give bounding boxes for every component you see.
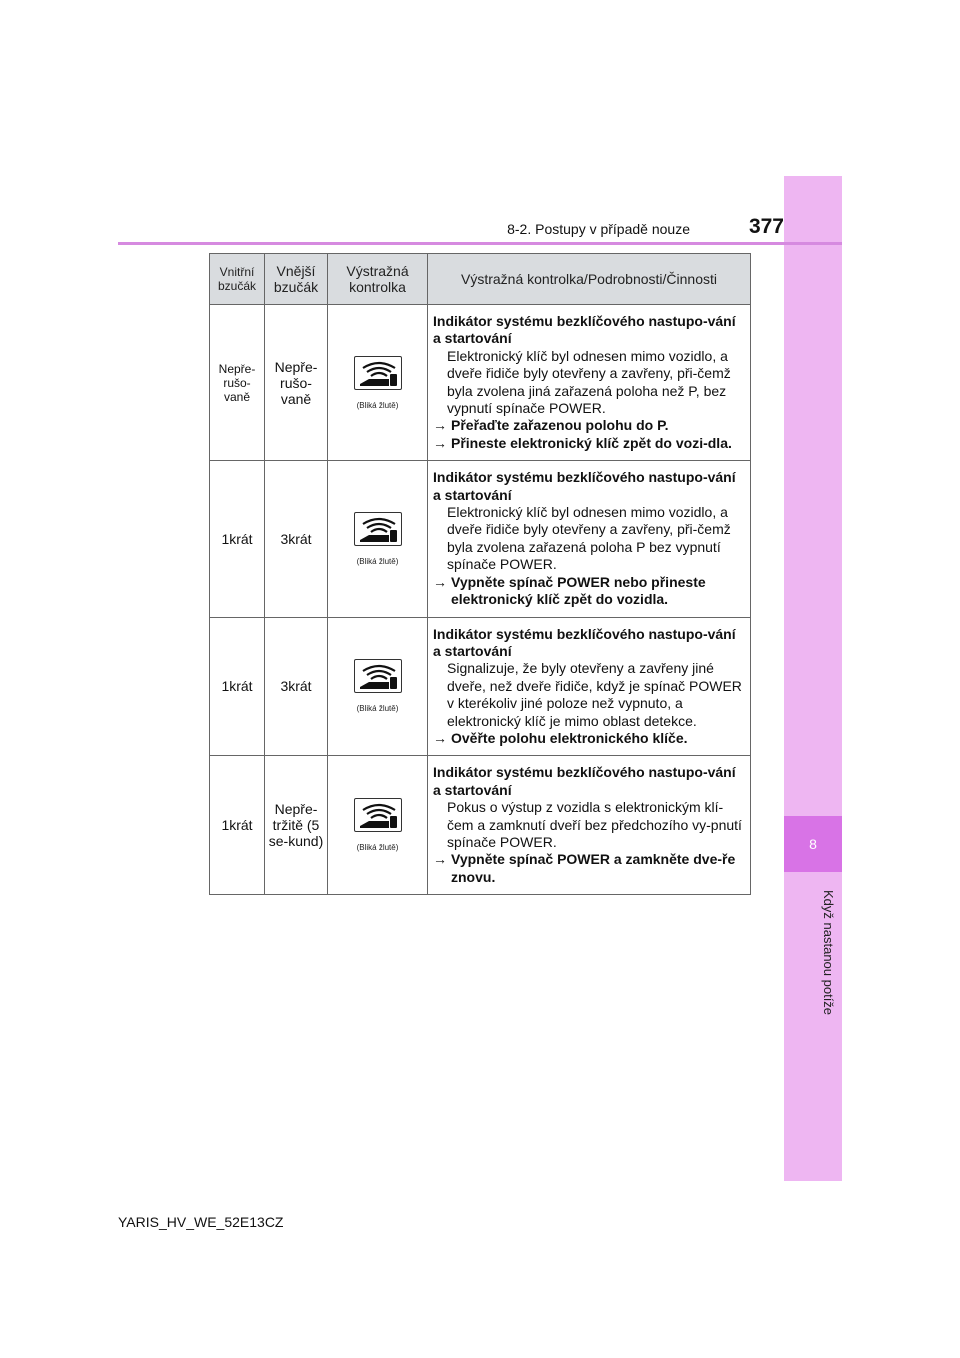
header-inner-buzzer: Vnitřní bzučák: [210, 254, 265, 305]
page-number: 377: [748, 215, 784, 238]
details-cell: [428, 305, 751, 461]
chapter-title-vertical: Když nastanou potíže: [821, 890, 836, 1016]
warning-light-cell: [328, 617, 428, 756]
indicator-title: Indikátor systému bezklíčového nastupo-vání a startování: [433, 469, 736, 503]
inner-buzzer-cell: Nepře-rušo-vaně: [210, 305, 265, 461]
warning-light-cell: [328, 305, 428, 461]
warning-light-cell: [328, 461, 428, 617]
arrow-right-icon: →: [433, 417, 447, 434]
action-text: Přeřaďte zařazenou polohu do P.: [451, 417, 669, 434]
smart-key-warning-icon: [354, 512, 402, 546]
indicator-title: Indikátor systému bezklíčového nastupo-vání a startování: [433, 625, 736, 659]
chapter-number-tab[interactable]: 8: [784, 816, 842, 872]
section-title: 8-2. Postupy v případě nouze: [507, 221, 690, 237]
table-row: [210, 617, 751, 756]
outer-buzzer-cell: 3krát: [265, 617, 328, 756]
chapter-side-strip: [784, 176, 842, 1181]
indicator-description: Pokus o výstup z vozidla s elektronickým klí-čem a zamknutí dveří bez předchozího vy-pnutí spínače POWER.: [447, 799, 742, 850]
table-row: [210, 461, 751, 617]
action-step: [433, 435, 747, 452]
smart-key-warning-icon: [354, 659, 402, 693]
arrow-right-icon: →: [433, 729, 447, 746]
details-cell: [428, 756, 751, 895]
details-cell: [428, 461, 751, 617]
action-text: Přineste elektronický klíč zpět do vozi-dla.: [451, 434, 732, 451]
indicator-description: Elektronický klíč byl odnesen mimo vozidlo, a dveře řidiče byly otevřeny a zavřeny, při-čemž byla zvolena jiná zařazená poloha než P, bez vypnutí spínače POWER.: [447, 347, 731, 417]
action-text: Vypněte spínač POWER a zamkněte dve-ře znovu.: [451, 851, 736, 885]
header-warning-light: Výstražná kontrolka: [328, 254, 428, 305]
blink-yellow-label: (Bliká žlutě): [356, 704, 399, 714]
table-row: [210, 305, 751, 461]
table-header-row: [210, 254, 751, 305]
table-row: [210, 756, 751, 895]
warning-light-cell: [328, 756, 428, 895]
action-step: [433, 851, 747, 886]
document-code: YARIS_HV_WE_52E13CZ: [118, 1214, 284, 1230]
outer-buzzer-cell: Nepře-rušo-vaně: [265, 305, 328, 461]
header-outer-buzzer: Vnější bzučák: [265, 254, 328, 305]
arrow-right-icon: →: [433, 434, 447, 451]
action-text: Vypněte spínač POWER nebo přineste elektronický klíč zpět do vozidla.: [451, 573, 706, 608]
blink-yellow-label: (Bliká žlutě): [356, 556, 399, 566]
blink-yellow-label: (Bliká žlutě): [356, 400, 399, 410]
arrow-right-icon: →: [433, 573, 447, 590]
indicator-description: Elektronický klíč byl odnesen mimo vozidlo, a dveře řidiče byly otevřeny a zavřeny, při-čemž byla zvolena zařazená poloha P bez vypnutí spínače POWER.: [447, 504, 731, 573]
arrow-right-icon: →: [433, 851, 447, 868]
details-cell: [428, 617, 751, 756]
warning-table: [209, 253, 751, 895]
action-text: Ověřte polohu elektronického klíče.: [451, 729, 688, 746]
indicator-title: Indikátor systému bezklíčového nastupo-vání a startování: [433, 764, 736, 798]
smart-key-warning-icon: [354, 798, 402, 832]
inner-buzzer-cell: 1krát: [210, 756, 265, 895]
inner-buzzer-cell: 1krát: [210, 617, 265, 756]
outer-buzzer-cell: 3krát: [265, 461, 328, 617]
header-divider: [118, 242, 842, 245]
indicator-title: Indikátor systému bezklíčového nastupo-vání a startování: [433, 313, 736, 347]
outer-buzzer-cell: Nepře-tržitě (5 se-kund): [265, 756, 328, 895]
smart-key-warning-icon: [354, 356, 402, 390]
inner-buzzer-cell: 1krát: [210, 461, 265, 617]
indicator-description: Signalizuje, že byly otevřeny a zavřeny jiné dveře, než dveře řidiče, když je spínač POWER v kterékoliv jiné poloze než vypnuto, a elektronický klíč je mimo oblast detekce.: [447, 660, 742, 729]
action-step: [433, 574, 747, 609]
header-details: Výstražná kontrolka/Podrobnosti/Činnosti: [428, 254, 751, 305]
action-step: [433, 417, 747, 434]
blink-yellow-label: (Bliká žlutě): [356, 843, 399, 853]
action-step: [433, 730, 747, 747]
